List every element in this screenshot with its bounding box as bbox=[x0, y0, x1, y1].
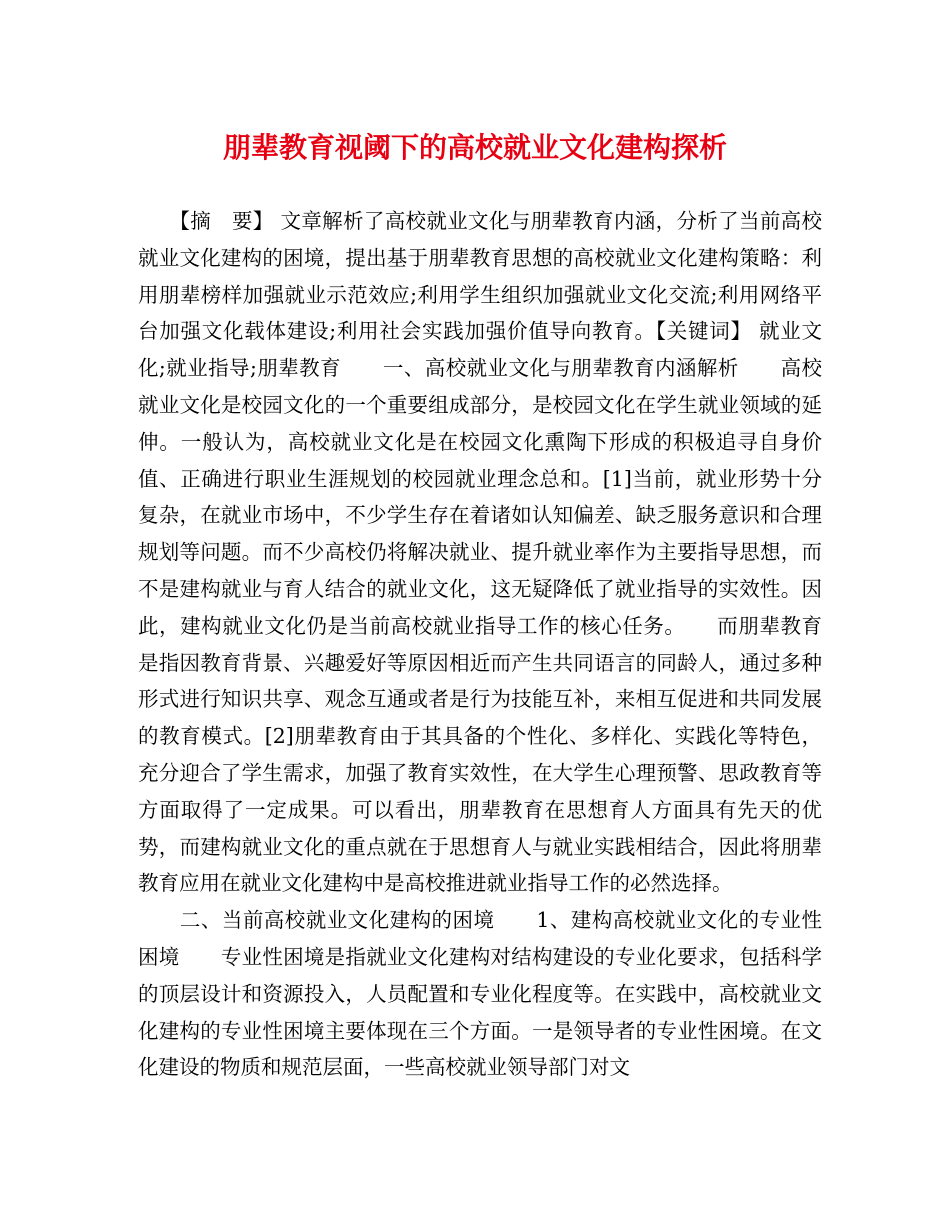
document-body: 【摘 要】 文章解析了高校就业文化与朋辈教育内涵，分析了当前高校就业文化建构的困境，提出基于朋辈教育思想的高校就业文化建构策略：利用朋辈榜样加强就业示范效应;利用学生组织加强就业文化交流;利用网络平台加强文化载体建设;利用社会实践加强价值导向教育。【关键词】 就业文化;就业指导;朋辈教育 一、高校就业文化与朋辈教育内涵解析 高校就业文化是校园文化的一个重要组成部分，是校园文化在学生就业领域的延伸。一般认为，高校就业文化是在校园文化熏陶下形成的积极追寻自身价值、正确进行职业生涯规划的校园就业理念总和。[1]当前，就业形势十分复杂，在就业市场中，不少学生存在着诸如认知偏差、缺乏服务意识和合理规划等问题。而不少高校仍将解决就业、提升就业率作为主要指导思想，而不是建构就业与育人结合的就业文化，这无疑降低了就业指导的实效性。因此，建构就业文化仍是当前高校就业指导工作的核心任务。 而朋辈教育是指因教育背景、兴趣爱好等原因相近而产生共同语言的同龄人，通过多种形式进行知识共享、观念互通或者是行为技能互补，来相互促进和共同发展的教育模式。[2]朋辈教育由于其具备的个性化、多样化、实践化等特色，充分迎合了学生需求，加强了教育实效性，在大学生心理预警、思政教育等方面取得了一定成果。可以看出，朋辈教育在思想育人方面具有先天的优势，而建构就业文化的重点就在于思想育人与就业实践相结合，因此将朋辈教育应用在就业文化建构中是高校推进就业指导工作的必然选择。 二、当前高校就业文化建构的困境 1、建构高校就业文化的专业性困境 专业性困境是指就业文化建构对结构建设的专业化要求，包括科学的顶层设计和资源投入，人员配置和专业化程度等。在实践中，高校就业文化建构的专业性困境主要体现在三个方面。一是领导者的专业性困境。在文化建设的物质和规范层面，一些高校就业领导部门对文 bbox=[138, 209, 822, 1080]
document-title: 朋辈教育视阈下的高校就业文化建构探析 bbox=[222, 131, 727, 164]
